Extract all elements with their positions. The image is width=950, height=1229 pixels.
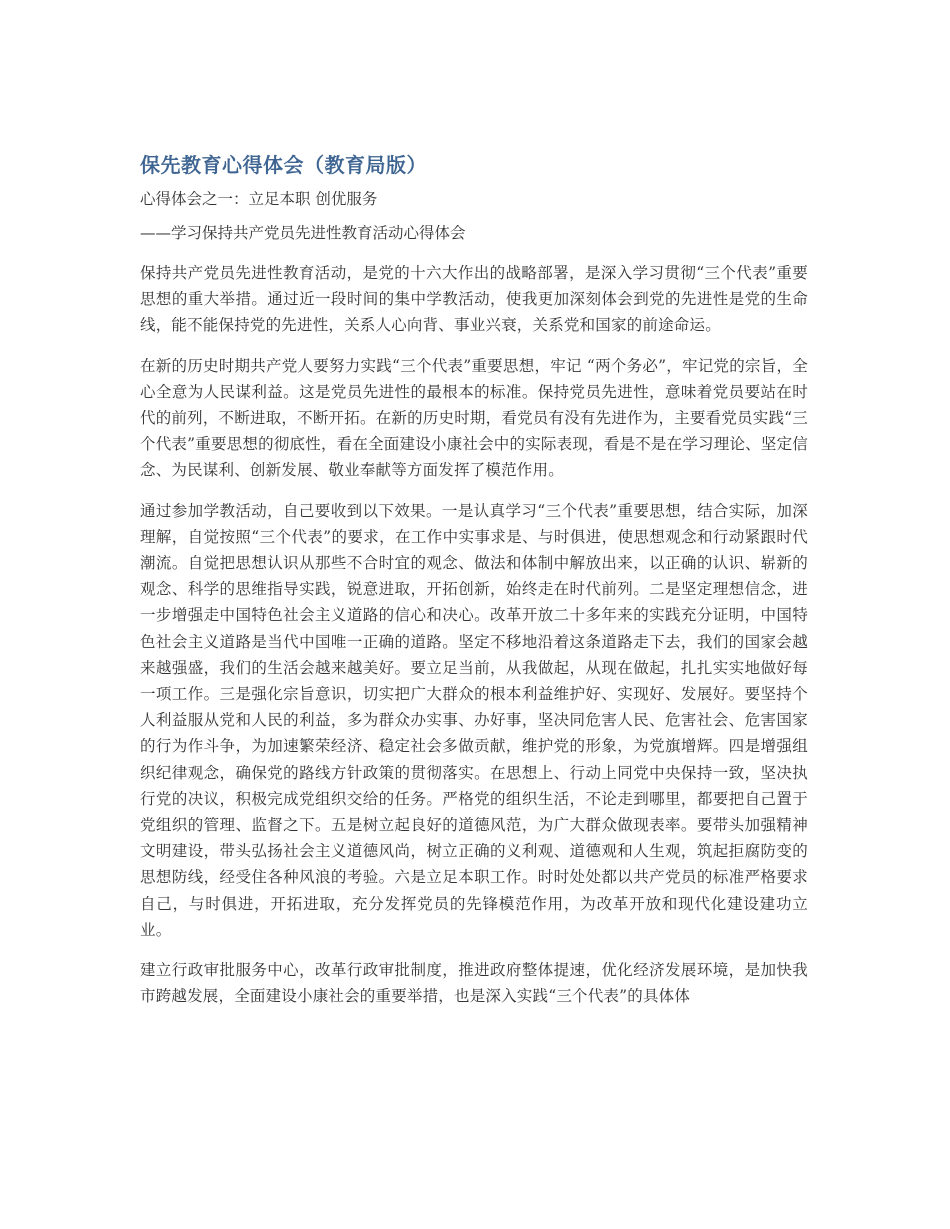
paragraph-2: 在新的历史时期共产党人要努力实践“三个代表”重要思想，牢记 “两个务必”，牢记党的宗旨，全心全意为人民谋利益。这是党员先进性的最根本的标准。保持党员先进性，意味着党员要站在时代的前列，不断进取，不断开拓。在新的历史时期，看党员有没有先进作为，主要看党员实践“三个代表”重要思想的彻底性，看在全面建设小康社会中的实际表现，看是不是在学习理论、坚定信念、为民谋利、创新发展、敬业奉献等方面发挥了模范作用。 (140, 356, 808, 480)
document-page (140, 150, 808, 1023)
paragraph-1: 保持共产党员先进性教育活动，是党的十六大作出的战略部署，是深入学习贯彻“三个代表”重要思想的重大举措。通过近一段时间的集中学教活动，使我更加深刻体会到党的先进性是党的生命线，能不能保持党的先进性，关系人心向背、事业兴衰，关系党和国家的前途命运。 (140, 264, 808, 335)
document-title: 保先教育心得体会（教育局版） (140, 153, 427, 177)
document-subtitle: 心得体会之一：立足本职 创优服务 (140, 190, 378, 208)
paragraph-3: 通过参加学教活动，自己要收到以下效果。一是认真学习“三个代表”重要思想，结合实际，加深理解，自觉按照“三个代表”的要求，在工作中实事求是、与时俱进，使思想观念和行动紧跟时代潮流。自觉把思想认识从那些不合时宜的观念、做法和体制中解放出来，以正确的认识、崭新的观念、科学的思维指导实践，锐意进取，开拓创新，始终走在时代前列。二是坚定理想信念，进一步增强走中国特色社会主义道路的信心和决心。改革开放二十多年来的实践充分证明，中国特色社会主义道路是当代中国唯一正确的道路。坚定不移地沿着这条道路走下去，我们的国家会越来越强盛，我们的生活会越来越美好。要立足当前，从我做起，从现在做起，扎扎实实地做好每一项工作。三是强化宗旨意识，切实把广大群众的根本利益维护好、实现好、发展好。要坚持个人利益服从党和人民的利益，多为群众办实事、办好事，坚决同危害人民、危害社会、危害国家的行为作斗争，为加速繁荣经济、稳定社会多做贡献，维护党的形象，为党旗增辉。四是增强组织纪律观念，确保党的路线方针政策的贯彻落实。在思想上、行动上同党中央保持一致，坚决执行党的决议，积极完成党组织交给的任务。严格党的组织生活，不论走到哪里，都要把自己置于党组织的管理、监督之下。五是树立起良好的道德风范，为广大群众做现表率。要带头加强精神文明建设，带头弘扬社会主义道德风尚，树立正确的义利观、道德观和人生观，筑起拒腐防变的思想防线，经受住各种风浪的考验。六是立足本职工作。时时处处都以共产党员的标准严格要求自己，与时俱进，开拓进取，充分发挥党员的先锋模范作用，为改革开放和现代化建设建功立业。 (140, 501, 808, 939)
document-byline: ——学习保持共产党员先进性教育活动心得体会 (140, 224, 466, 242)
paragraph-4: 建立行政审批服务中心，改革行政审批制度，推进政府整体提速，优化经济发展环境，是加快我市跨越发展，全面建设小康社会的重要举措，也是深入实践“三个代表”的具体体 (140, 961, 808, 1006)
